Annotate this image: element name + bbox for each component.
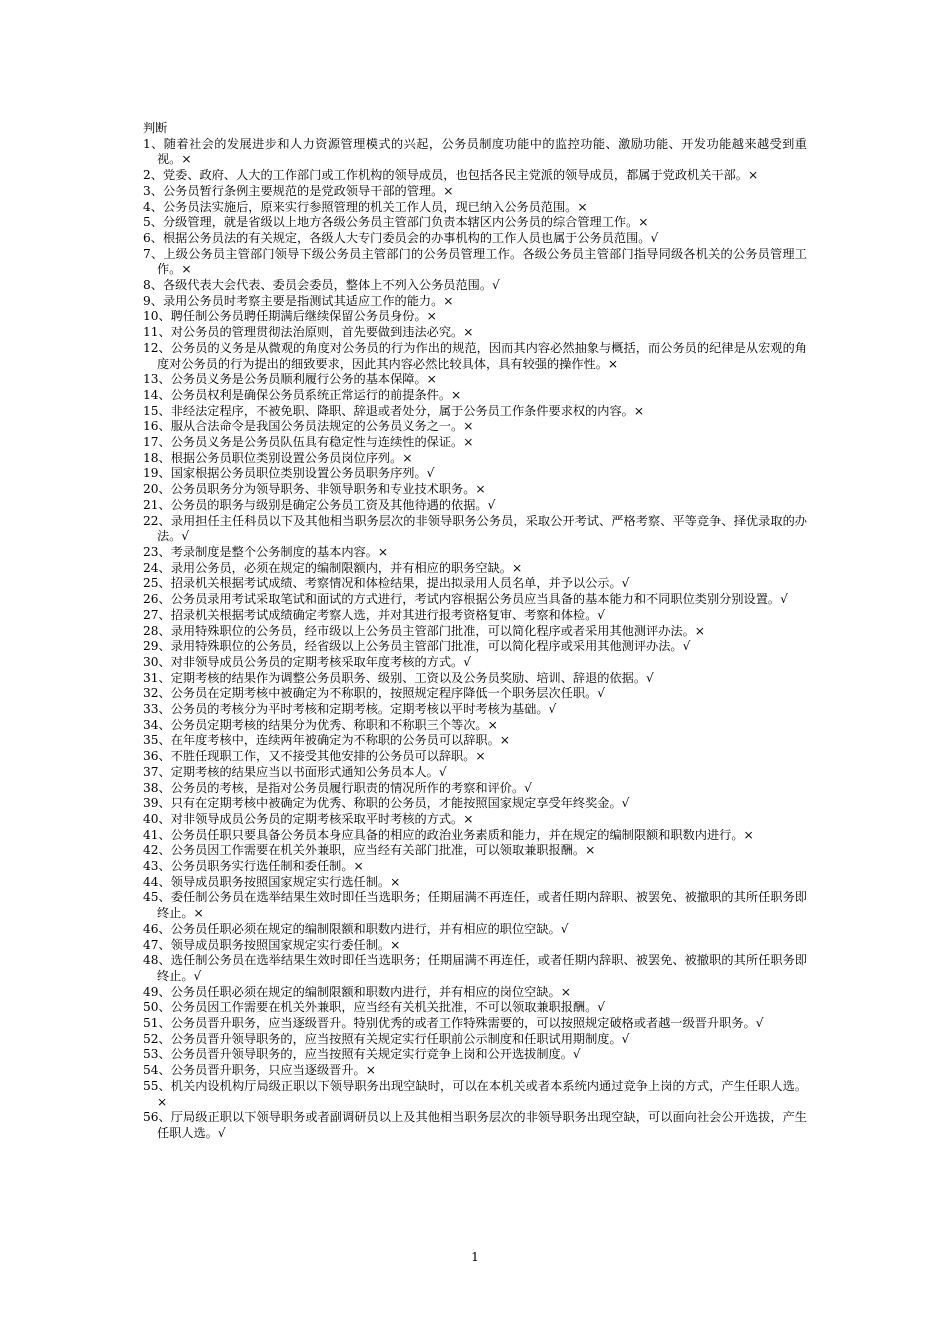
question-item: 21、公务员的职务与级别是确定公务员工资及其他待遇的依据。√ [143,497,496,512]
question-item: 36、不胜任现职工作，又不接受其他安排的公务员可以辞职。× [143,749,486,764]
question-item: 31、定期考核的结果作为调整公务员职务、级别、工资以及公务员奖励、培训、辞退的依据。√ [143,670,654,685]
question-item: 35、在年度考核中，连续两年被确定为不称职的公务员可以辞职。× [143,733,510,748]
question-item: 28、录用特殊职位的公务员，经市级以上公务员主管部门批准，可以简化程序或者采用其他测评办法。× [143,623,705,638]
question-item: 11、对公务员的管理贯彻法治原则，首先要做到违法必究。× [143,325,474,340]
question-item: 12、公务员的义务是从微观的角度对公务员的行为作出的规范，因而其内容必然抽象与概括，而公务员的纪律是从宏观的角度对公务员的行为提出的细致要求，因此其内容必然比较具体，具有较强的操作性。× [143,340,807,371]
question-list [143,137,807,1142]
question-item: 1、随着社会的发展进步和人力资源管理模式的兴起，公务员制度功能中的监控功能、激励功能、开发功能越来越受到重视。× [143,136,807,167]
question-item: 17、公务员义务是公务员队伍具有稳定性与连续性的保证。× [143,435,474,450]
question-item: 24、录用公务员，必须在规定的编制限额内，并有相应的职务空缺。× [143,560,523,575]
question-item: 30、对非领导成员公务员的定期考核采取年度考核的方式。√ [143,654,471,669]
question-item: 32、公务员在定期考核中被确定为不称职的，按照规定程序降低一个职务层次任职。√ [143,686,606,701]
document-body [143,121,807,1142]
question-item: 44、领导成员职务按照国家规定实行选任制。× [143,874,401,889]
question-item: 25、招录机关根据考试成绩、考察情况和体检结果，提出拟录用人员名单，并予以公示。√ [143,576,630,591]
question-item: 8、各级代表大会代表、委员会委员，整体上不列入公务员范围。√ [143,278,500,293]
question-item: 19、国家根据公务员职位类别设置公务员职务序列。√ [143,466,435,481]
question-item: 10、聘任制公务员聘任期满后继续保留公务员身份。× [143,309,437,324]
question-item: 52、公务员晋升领导职务的，应当按照有关规定实行任职前公示制度和任职试用期制度。√ [143,1031,630,1046]
question-item: 56、厅局级正职以下领导职务或者副调研员以上及其他相当职务层次的非领导职务出现空缺，可以面向社会公开选拔，产生任职人选。√ [143,1110,807,1140]
question-item: 33、公务员的考核分为平时考核和定期考核。定期考核以平时考核为基础。√ [143,702,557,717]
question-item: 39、只有在定期考核中被确定为优秀、称职的公务员，才能按照国家规定享受年终奖金。√ [143,796,630,811]
question-item: 38、公务员的考核，是指对公务员履行职责的情况所作的考察和评价。√ [143,780,532,795]
question-item: 23、考录制度是整个公务制度的基本内容。× [143,544,389,559]
question-item: 26、公务员录用考试采取笔试和面试的方式进行，考试内容根据公务员应当具备的基本能力和不同职位类别分别设置。√ [143,592,788,607]
question-item: 9、录用公务员时考察主要是指测试其适应工作的能力。× [143,293,454,308]
question-item: 3、公务员暂行条例主要规范的是党政领导干部的管理。× [143,183,454,198]
question-item: 16、服从合法命令是我国公务员法规定的公务员义务之一。× [143,419,474,434]
question-item: 22、录用担任主任科员以下及其他相当职务层次的非领导职务公务员，采取公开考试、严格考察、平等竞争、择优录取的办法。√ [143,513,807,544]
question-item: 37、定期考核的结果应当以书面形式通知公务员本人。√ [143,764,447,779]
question-item: 50、公务员因工作需要在机关外兼职，应当经有关机关批准，不可以领取兼职报酬。√ [143,1000,606,1015]
question-item: 51、公务员晋升职务，应当逐级晋升。特别优秀的或者工作特殊需要的，可以按照规定破格或者越一级晋升职务。√ [143,1016,764,1031]
question-item: 53、公务员晋升领导职务的，应当按照有关规定实行竞争上岗和公开选拔制度。√ [143,1047,581,1062]
question-item: 14、公务员权利是确保公务员系统正常运行的前提条件。× [143,387,462,402]
question-item: 55、机关内设机构厅局级正职以下领导职务出现空缺时，可以在本机关或者本系统内通过竞争上岗的方式，产生任职人选。× [143,1078,807,1109]
page-number: 1 [471,1250,479,1264]
question-item: 41、公务员任职只要具备公务员本身应具备的相应的政治业务素质和能力，并在规定的编制限额和职数内进行。× [143,827,754,842]
question-item: 7、上级公务员主管部门领导下级公务员主管部门的公务员管理工作。各级公务员主管部门指导同级各机关的公务员管理工作。× [143,246,807,277]
question-item: 5、分级管理，就是省级以上地方各级公务员主管部门负责本辖区内公务员的综合管理工作。× [143,215,649,230]
question-item: 47、领导成员职务按照国家规定实行委任制。× [143,937,401,952]
question-item: 18、根据公务员职位类别设置公务员岗位序列。× [143,450,413,465]
question-item: 6、根据公务员法的有关规定，各级人大专门委员会的办事机构的工作人员也属于公务员范围。√ [143,230,659,245]
question-item: 46、公务员任职必须在规定的编制限额和职数内进行，并有相应的职位空缺。√ [143,921,569,936]
question-item: 34、公务员定期考核的结果分为优秀、称职和不称职三个等次。× [143,717,498,732]
question-item: 27、招录机关根据考试成绩确定考察人选，并对其进行报考资格复审、考察和体检。√ [143,607,606,622]
section-heading: 判断 [143,121,168,135]
question-item: 20、公务员职务分为领导职务、非领导职务和专业技术职务。× [143,482,486,497]
question-item: 4、公务员法实施后，原来实行参照管理的机关工作人员，现已纳入公务员范围。× [143,199,588,214]
question-item: 54、公务员晋升职务，只应当逐级晋升。× [143,1063,376,1078]
question-item: 49、公务员任职必须在规定的编制限额和职数内进行，并有相应的岗位空缺。× [143,984,571,999]
question-item: 48、选任制公务员在选举结果生效时即任当选职务；任期届满不再连任，或者任期内辞职、被罢免、被撤职的其所任职务即终止。√ [143,953,807,983]
question-item: 43、公务员职务实行选任制和委任制。× [143,859,364,874]
question-item: 42、公务员因工作需要在机关外兼职，应当经有关部门批准，可以领取兼职报酬。× [143,843,596,858]
question-item: 15、非经法定程序，不被免职、降职、辞退或者处分，属于公务员工作条件要求权的内容。× [143,403,645,418]
question-item: 29、录用特殊职位的公务员，经省级以上公务员主管部门批准，可以简化程序或采用其他测评办法。√ [143,639,691,654]
question-item: 45、委任制公务员在选举结果生效时即任当选职务；任期届满不再连任，或者任期内辞职、被罢免、被撤职的其所任职务即终止。× [143,890,807,921]
question-item: 13、公务员义务是公务员顺利履行公务的基本保障。× [143,372,437,387]
question-item: 2、党委、政府、人大的工作部门或工作机构的领导成员，也包括各民主党派的领导成员，都属于党政机关干部。× [143,168,759,183]
question-item: 40、对非领导成员公务员的定期考核采取平时考核的方式。× [143,811,474,826]
